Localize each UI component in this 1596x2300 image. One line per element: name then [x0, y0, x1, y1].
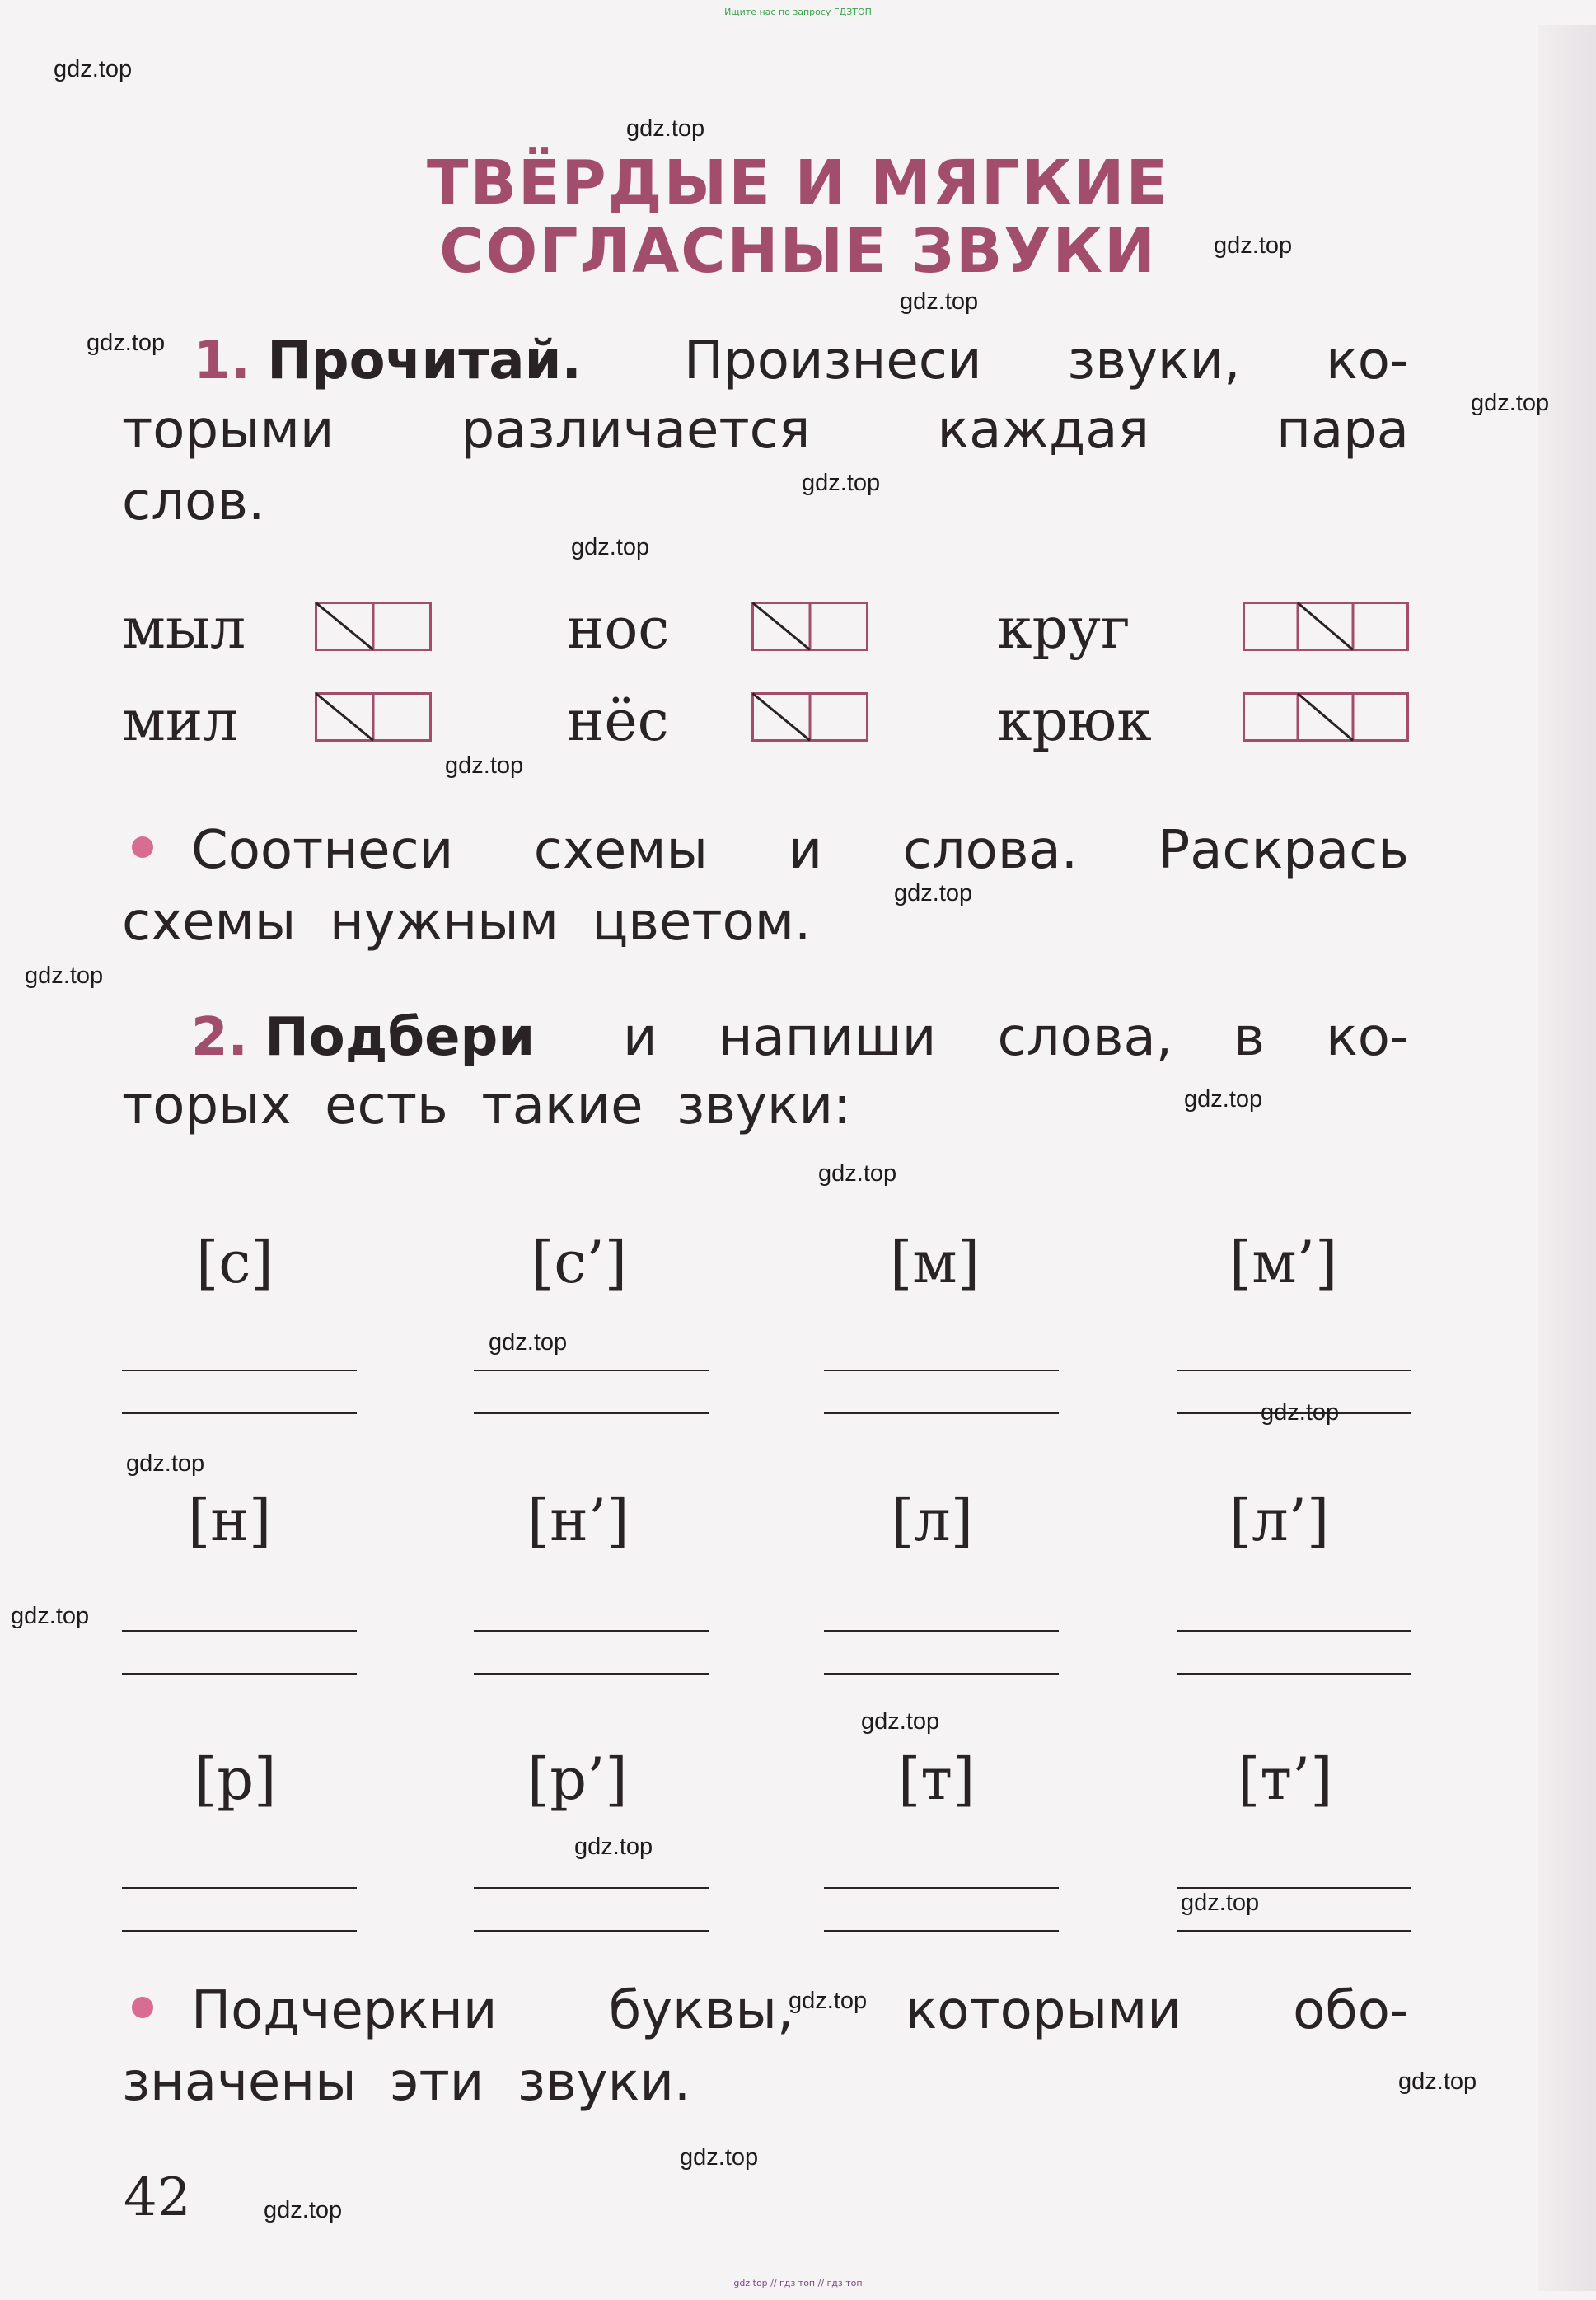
answer-line[interactable]: [824, 1412, 1059, 1414]
exercise-2-verb: Подбери: [264, 1007, 536, 1068]
watermark: gdz.top: [1261, 1399, 1340, 1426]
page-number: 42: [124, 2167, 191, 2228]
watermark: gdz.top: [900, 288, 979, 315]
sound-label: [н’]: [527, 1487, 630, 1554]
watermark: gdz.top: [1471, 390, 1550, 416]
answer-line[interactable]: [1177, 1930, 1411, 1932]
watermark: gdz.top: [818, 1160, 897, 1187]
sound-label: [р]: [194, 1745, 277, 1813]
sound-label: [с’]: [531, 1229, 628, 1296]
scheme-soft[interactable]: [315, 692, 432, 742]
sound-label: [л’]: [1229, 1487, 1330, 1554]
answer-line[interactable]: [122, 1673, 357, 1675]
word: слова,: [997, 1007, 1173, 1068]
answer-line[interactable]: [1177, 1673, 1411, 1675]
answer-line[interactable]: [1177, 1630, 1411, 1632]
word-kryuk: крюк: [997, 689, 1152, 754]
watermark: gdz.top: [680, 2144, 759, 2171]
watermark: gdz.top: [789, 1988, 868, 2014]
word: ко-: [1326, 330, 1409, 391]
watermark: gdz.top: [802, 470, 881, 496]
word-myl: мыл: [122, 597, 246, 662]
exercise-1-task-line1: [191, 820, 1409, 881]
exercise-2-line2: торых есть такие звуки:: [122, 1075, 851, 1136]
answer-line[interactable]: [474, 1887, 709, 1889]
word-nos: нос: [567, 597, 670, 662]
page-title-line-1: ТВЁРДЫЕ И МЯГКИЕ: [427, 148, 1169, 218]
watermark: gdz.top: [1214, 232, 1293, 259]
word: Подчеркни: [191, 1980, 498, 2041]
exercise-1-task-line2: схемы нужным цветом.: [122, 892, 812, 953]
answer-line[interactable]: [474, 1370, 709, 1371]
word: и: [623, 1007, 658, 1068]
exercise-1-verb: Прочитай.: [267, 330, 582, 391]
exercise-1-heading: [194, 330, 582, 391]
answer-line[interactable]: [474, 1930, 709, 1932]
answer-line[interactable]: [122, 1630, 357, 1632]
scheme-hard[interactable]: [751, 602, 868, 651]
watermark: gdz.top: [87, 330, 166, 356]
word: обо-: [1293, 1980, 1409, 2041]
answer-line[interactable]: [1177, 1887, 1411, 1889]
answer-line[interactable]: [824, 1887, 1059, 1889]
watermark: gdz.top: [861, 1708, 940, 1735]
exercise-1-line3: слов.: [122, 471, 265, 532]
header-note: Ищите нас по запросу ГДЗТОП: [724, 7, 872, 17]
word: Раскрась: [1158, 820, 1409, 881]
answer-line[interactable]: [824, 1930, 1059, 1932]
sound-label: [р’]: [527, 1745, 628, 1813]
answer-line[interactable]: [474, 1673, 709, 1675]
scheme-hard[interactable]: [315, 602, 432, 651]
watermark: gdz.top: [264, 2197, 343, 2223]
watermark: gdz.top: [1398, 2068, 1477, 2095]
word: схемы: [533, 820, 709, 881]
answer-line[interactable]: [122, 1412, 357, 1414]
exercise-1-line2: [122, 400, 1409, 461]
page-title-line-2: СОГЛАСНЫЕ ЗВУКИ: [439, 216, 1157, 287]
sound-label: [т]: [898, 1745, 976, 1813]
word: Соотнеси: [191, 820, 454, 881]
scheme-soft[interactable]: [751, 692, 868, 742]
answer-line[interactable]: [824, 1673, 1059, 1675]
watermark: gdz.top: [574, 1834, 653, 1860]
word: ко-: [1326, 1007, 1409, 1068]
exercise-2-number: 2.: [191, 1007, 248, 1068]
word: напиши: [718, 1007, 937, 1068]
word: торыми: [122, 400, 335, 461]
word: Произнеси: [684, 330, 982, 391]
watermark: gdz.top: [894, 880, 973, 906]
sound-label: [л]: [892, 1487, 974, 1554]
watermark: gdz.top: [1184, 1086, 1263, 1113]
word: буквы,: [608, 1980, 794, 2041]
exercise-2-task-line2: значены эти звуки.: [122, 2052, 691, 2113]
answer-line[interactable]: [824, 1630, 1059, 1632]
sound-label: [м’]: [1229, 1229, 1338, 1296]
answer-line[interactable]: [474, 1630, 709, 1632]
word: в: [1233, 1007, 1265, 1068]
sound-label: [с]: [196, 1229, 274, 1296]
sound-label: [т’]: [1238, 1745, 1333, 1813]
exercise-2-heading: [191, 1007, 536, 1068]
answer-line[interactable]: [122, 1370, 357, 1371]
word: каждая: [937, 400, 1149, 461]
task-bullet: [132, 836, 153, 858]
word-mil: мил: [122, 689, 239, 754]
footer-note: gdz top // гдз топ // гдз топ: [733, 2278, 863, 2288]
word: звуки,: [1067, 330, 1241, 391]
watermark: gdz.top: [1181, 1890, 1260, 1916]
answer-line[interactable]: [474, 1412, 709, 1414]
word: которыми: [905, 1980, 1182, 2041]
word: пара: [1276, 400, 1409, 461]
watermark: gdz.top: [54, 56, 133, 82]
watermark: gdz.top: [626, 115, 705, 142]
exercise-2-line1: [623, 1007, 1409, 1068]
exercise-1-line1: [684, 330, 1409, 391]
exercise-1-number: 1.: [194, 330, 250, 391]
sound-label: [н]: [188, 1487, 272, 1554]
sound-label: [м]: [890, 1229, 981, 1296]
answer-line[interactable]: [824, 1370, 1059, 1371]
watermark: gdz.top: [445, 752, 524, 779]
scheme-hard-wide[interactable]: [1243, 602, 1409, 651]
answer-line[interactable]: [122, 1887, 357, 1889]
watermark: gdz.top: [489, 1329, 568, 1356]
word: слова.: [902, 820, 1079, 881]
task-bullet: [132, 1997, 153, 2018]
word-krug: круг: [997, 597, 1130, 662]
word: и: [788, 820, 823, 881]
word-nyos: нёс: [567, 689, 669, 754]
scheme-soft-wide[interactable]: [1243, 692, 1409, 742]
watermark: gdz.top: [126, 1450, 205, 1477]
page-edge-shadow: [1538, 25, 1596, 2291]
watermark: gdz.top: [25, 963, 104, 989]
answer-line[interactable]: [1177, 1370, 1411, 1371]
answer-line[interactable]: [122, 1930, 357, 1932]
watermark: gdz.top: [571, 534, 650, 560]
word: различается: [461, 400, 811, 461]
watermark: gdz.top: [11, 1603, 90, 1629]
